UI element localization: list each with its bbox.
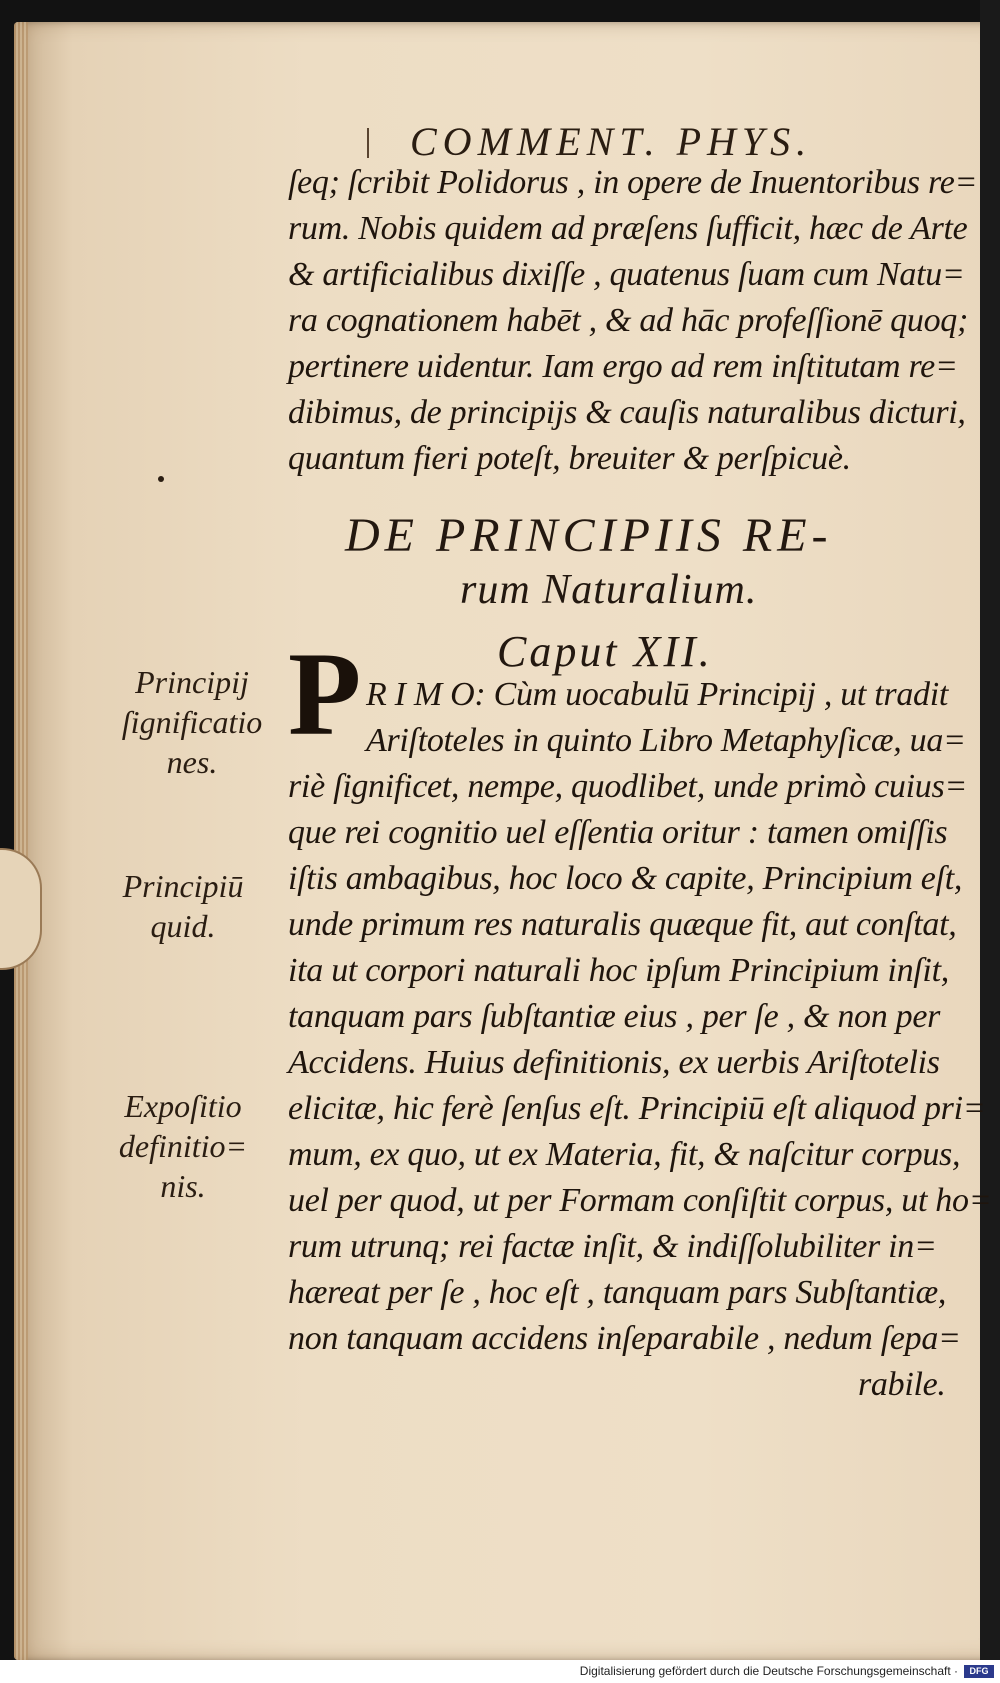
text-line: R I M O: Cùm uocabulū Principij , ut tradit bbox=[366, 676, 949, 713]
text-line: pertinere uidentur. Iam ergo ad rem inſtitutam re= bbox=[288, 348, 958, 385]
text-line: ſeq; ſcribit Polidorus , in opere de Inuentoribus re= bbox=[288, 164, 978, 201]
text-line: unde primum res naturalis quæque fit, aut conſtat, bbox=[288, 906, 957, 943]
marginal-note-line: quid. bbox=[150, 908, 216, 944]
text-line: riè ſignificet, nempe, quodlibet, unde primò cuius= bbox=[288, 768, 968, 805]
page-edges bbox=[14, 22, 28, 1660]
text-line: elicitæ, hic ferè ſenſus eſt. Principiū eſt aliquod pri= bbox=[288, 1090, 986, 1127]
running-head: COMMENT. PHYS. bbox=[410, 119, 813, 164]
text-line: que rei cognitio uel eſſentia oritur : tamen omiſſis bbox=[288, 814, 948, 851]
marginal-note-significationes bbox=[112, 662, 272, 782]
chapter-title-line2: rum Naturalium. bbox=[460, 567, 758, 613]
marginal-note-principium-quid bbox=[108, 866, 258, 946]
text-line: rum utrunq; rei factæ inſit, & indiſſolubiliter in= bbox=[288, 1228, 937, 1265]
dfg-logo: DFG bbox=[964, 1665, 994, 1678]
chapter-title-line1: DE PRINCIPIIS RE- bbox=[345, 509, 833, 562]
marginal-note-line: Principij bbox=[135, 664, 249, 700]
text-line: Accidens. Huius definitionis, ex uerbis Ariſtotelis bbox=[288, 1044, 940, 1081]
ink-dot bbox=[158, 476, 164, 482]
chapter-number: Caput XII. bbox=[497, 627, 713, 676]
drop-cap: P bbox=[288, 627, 362, 760]
text-line: non tanquam accidens inſeparabile , nedum ſepa= bbox=[288, 1320, 961, 1357]
text-line: & artificialibus dixiſſe , quatenus ſuam cum Natu= bbox=[288, 256, 965, 293]
footer-credit: Digitalisierung gefördert durch die Deutsche Forschungsgemeinschaft · bbox=[579, 1664, 958, 1678]
text-line: ra cognationem habēt , & ad hāc profeſſionē quoq; bbox=[288, 302, 968, 339]
marginal-note-line: nes. bbox=[166, 744, 218, 780]
marginal-note-line: ſignificatio bbox=[121, 704, 263, 740]
marginal-note-expositio bbox=[108, 1086, 258, 1206]
marginal-note-line: definitio= bbox=[118, 1128, 248, 1164]
text-line: dibimus, de principijs & cauſis naturalibus dicturi, bbox=[288, 394, 966, 431]
text-line: iſtis ambagibus, hoc loco & capite, Principium eſt, bbox=[288, 860, 963, 897]
digitization-footer bbox=[0, 1660, 1000, 1683]
text-line: quantum fieri poteſt, breuiter & perſpicuè. bbox=[288, 440, 851, 477]
text-line: Ariſtoteles in quinto Libro Metaphyſicæ, ua= bbox=[366, 722, 966, 759]
text-line: tanquam pars ſubſtantiæ eius , per ſe , & non per bbox=[288, 998, 941, 1035]
text-line: hæreat per ſe , hoc eſt , tanquam pars Subſtantiæ, bbox=[288, 1274, 947, 1311]
marginal-note-line: Expoſitio bbox=[124, 1088, 242, 1124]
text-line: rum. Nobis quidem ad præſens ſufficit, hæc de Arte bbox=[288, 210, 968, 247]
binding-shadow bbox=[980, 0, 1000, 1683]
text-line: uel per quod, ut per Formam conſiſtit corpus, ut ho= bbox=[288, 1182, 992, 1219]
catchword: rabile. bbox=[858, 1366, 946, 1403]
marginal-note-line: Principiū bbox=[122, 868, 244, 904]
running-head-bar bbox=[367, 128, 369, 158]
text-line: ita ut corpori naturali hoc ipſum Principium inſit, bbox=[288, 952, 949, 989]
marginal-note-line: nis. bbox=[160, 1168, 206, 1204]
text-line: mum, ex quo, ut ex Materia, fit, & naſcitur corpus, bbox=[288, 1136, 961, 1173]
